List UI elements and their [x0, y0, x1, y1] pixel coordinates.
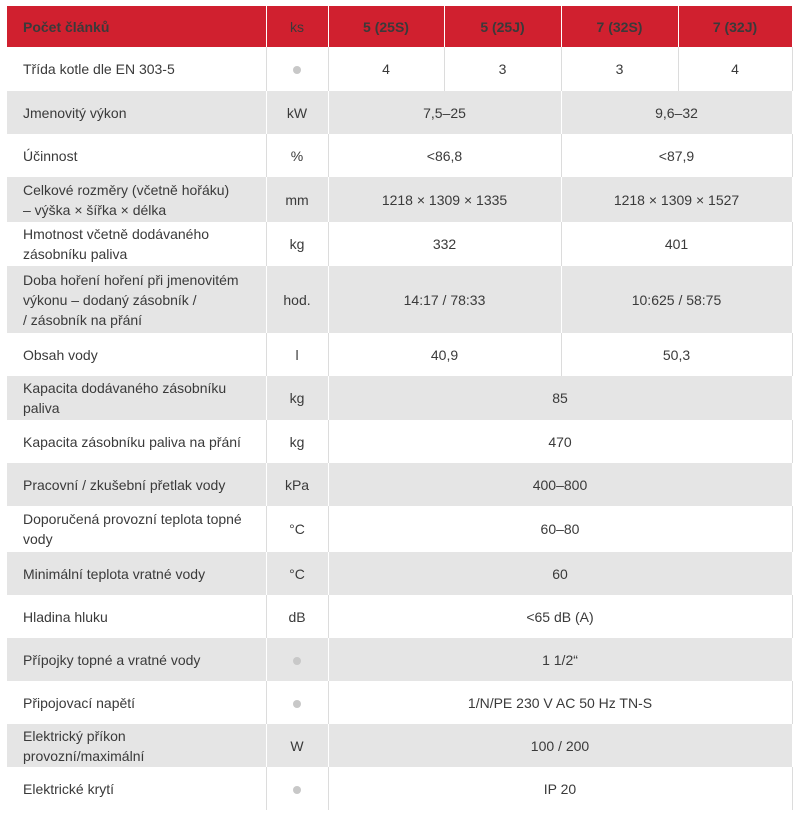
row-value: 14:17 / 78:33: [328, 266, 561, 333]
table-row: [7, 222, 792, 266]
row-label-line: výkonu – dodaný zásobník /: [23, 291, 197, 308]
row-value: 9,6–32: [561, 91, 792, 134]
row-value: 1218 × 1309 × 1527: [561, 177, 792, 222]
row-label: Hladina hluku: [7, 595, 266, 638]
table-row: [7, 134, 792, 177]
row-value: 100 / 200: [328, 724, 792, 767]
row-label: Elektrické krytí: [7, 767, 266, 810]
table-row: [7, 595, 792, 638]
row-value: 85: [328, 376, 792, 420]
row-unit: [266, 47, 328, 91]
boiler-spec-table: [7, 6, 793, 810]
table-row: [7, 767, 792, 810]
row-label: Obsah vody: [7, 333, 266, 376]
header-row: [7, 6, 792, 47]
row-label-line: / zásobník na přání: [23, 311, 143, 328]
row-unit: °C: [266, 552, 328, 595]
header-unit-label: ks: [266, 6, 328, 47]
row-label: Kapacita dodávaného zásobníku paliva: [7, 376, 266, 420]
table-row: [7, 91, 792, 134]
row-label: Pracovní / zkušební přetlak vody: [7, 463, 266, 506]
row-label: Třída kotle dle EN 303-5: [7, 47, 266, 91]
bullet-icon: [293, 657, 301, 665]
table-row: [7, 463, 792, 506]
row-value: 60–80: [328, 506, 792, 552]
row-value: 3: [561, 47, 678, 91]
table-row: [7, 638, 792, 681]
row-label: Přípojky topné a vratné vody: [7, 638, 266, 681]
row-label: Elektrický příkon provozní/maximální: [7, 724, 266, 767]
row-label-line: vody: [23, 531, 53, 547]
header-column-2: 5 (25J): [444, 6, 561, 47]
row-unit: [266, 681, 328, 724]
row-unit: kg: [266, 420, 328, 463]
row-value: 1218 × 1309 × 1335: [328, 177, 561, 222]
row-value: 1 1/2“: [328, 638, 792, 681]
row-value: 470: [328, 420, 792, 463]
row-unit: [266, 767, 328, 810]
row-unit: kPa: [266, 463, 328, 506]
row-label-line: Doba hoření hoření při jmenovitém: [23, 271, 239, 288]
row-value: 401: [561, 222, 792, 266]
row-value: <86,8: [328, 134, 561, 177]
row-label-line: zásobníku paliva: [23, 246, 128, 262]
row-label: Minimální teplota vratné vody: [7, 552, 266, 595]
header-column-1: 5 (25S): [328, 6, 444, 47]
row-label-line: Doporučená provozní teplota topné: [23, 511, 242, 527]
table-row: [7, 724, 792, 767]
row-value: <87,9: [561, 134, 792, 177]
row-unit: °C: [266, 506, 328, 552]
table-row: [7, 47, 792, 91]
row-unit: %: [266, 134, 328, 177]
row-value: 1/N/PE 230 V AC 50 Hz TN-S: [328, 681, 792, 724]
header-column-4: 7 (32J): [678, 6, 792, 47]
table-row: [7, 420, 792, 463]
row-value: 50,3: [561, 333, 792, 376]
header-column-3: 7 (32S): [561, 6, 678, 47]
table-row: [7, 333, 792, 376]
row-value: <65 dB (A): [328, 595, 792, 638]
table-row: [7, 681, 792, 724]
row-label-line: Hmotnost včetně dodávaného: [23, 226, 210, 242]
table-row: [7, 506, 792, 552]
bullet-icon: [293, 786, 301, 794]
row-unit: W: [266, 724, 328, 767]
row-value: 4: [328, 47, 444, 91]
row-label: [7, 222, 266, 266]
row-unit: mm: [266, 177, 328, 222]
row-value: 332: [328, 222, 561, 266]
row-unit: hod.: [266, 266, 328, 333]
table-row: [7, 552, 792, 595]
header-param-label: Počet článků: [7, 6, 266, 47]
row-value: 400–800: [328, 463, 792, 506]
row-label: Připojovací napětí: [7, 681, 266, 724]
row-label: Účinnost: [7, 134, 266, 177]
row-label: Jmenovitý výkon: [7, 91, 266, 134]
row-label-line: – výška × šířka × délka: [23, 201, 167, 218]
row-value: 40,9: [328, 333, 561, 376]
row-label-line: Celkové rozměry (včetně hořáku): [23, 181, 230, 198]
row-unit: [266, 638, 328, 681]
bullet-icon: [293, 700, 301, 708]
row-unit: dB: [266, 595, 328, 638]
table-row: [7, 266, 792, 333]
row-value: 4: [678, 47, 792, 91]
row-value: 10:625 / 58:75: [561, 266, 792, 333]
row-unit: kW: [266, 91, 328, 134]
row-unit: kg: [266, 222, 328, 266]
row-label: Kapacita zásobníku paliva na přání: [7, 420, 266, 463]
table-row: [7, 376, 792, 420]
row-value: 3: [444, 47, 561, 91]
row-label: [7, 266, 266, 333]
row-value: 7,5–25: [328, 91, 561, 134]
row-label: [7, 506, 266, 552]
row-unit: l: [266, 333, 328, 376]
bullet-icon: [293, 66, 301, 74]
row-value: 60: [328, 552, 792, 595]
row-label: [7, 177, 266, 222]
table-row: [7, 177, 792, 222]
row-value: IP 20: [328, 767, 792, 810]
row-unit: kg: [266, 376, 328, 420]
